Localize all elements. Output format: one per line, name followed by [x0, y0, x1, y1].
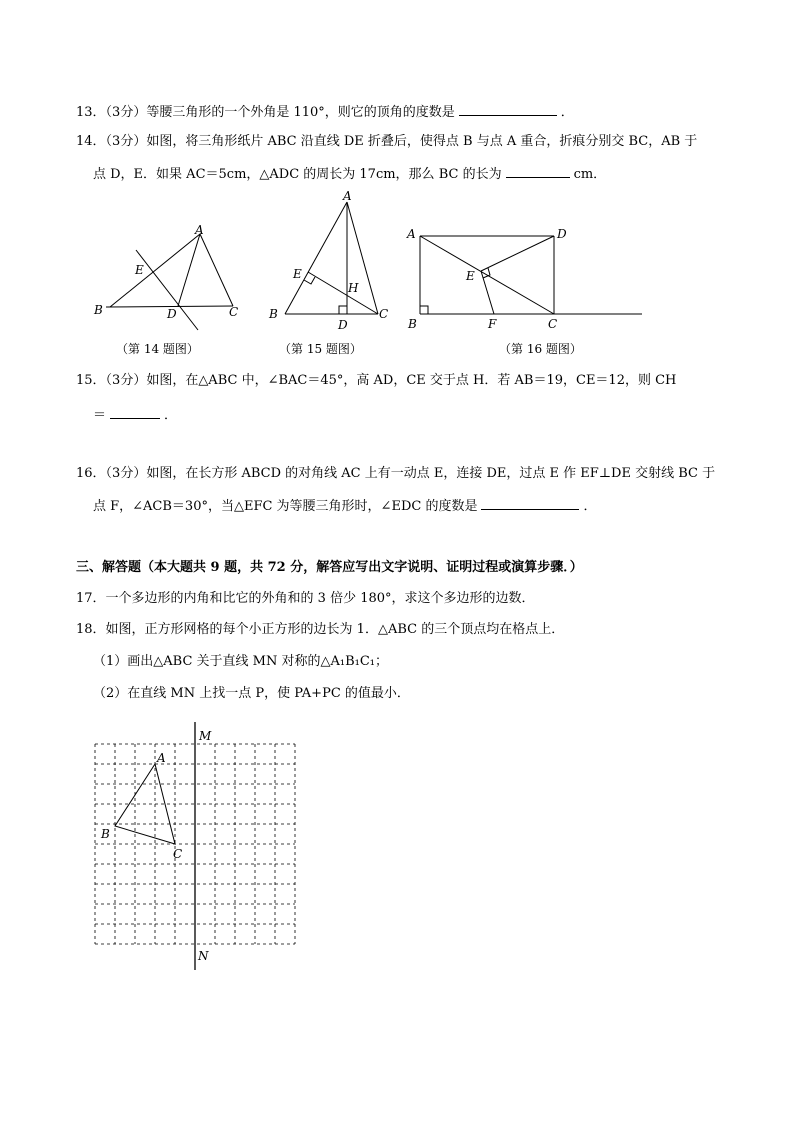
label-d: D [557, 227, 567, 241]
question-16-line-2 [93, 495, 596, 517]
label-c: C [379, 307, 389, 321]
altitude-ce [308, 272, 378, 314]
label-b: B [94, 303, 103, 317]
question-18: 18．如图，正方形网格的每个小正方形的边长为 1．△ABC 的三个顶点均在格点上． [76, 622, 565, 637]
right-angle-b [420, 306, 428, 314]
question-13-tail: ． [560, 105, 574, 120]
label-c: C [548, 317, 558, 331]
answer-blank-15[interactable] [110, 404, 160, 419]
question-16-tail: ． [583, 499, 597, 514]
label-n: N [198, 949, 209, 963]
question-15-line-2 [93, 404, 177, 426]
caption-14: （第 14 题图） [116, 342, 199, 356]
label-f: F [488, 317, 497, 331]
caption-16: （第 16 题图） [499, 342, 582, 356]
question-18-part-2: （2）在直线 MN 上找一点 P，使 PA+PC 的值最小． [93, 686, 410, 701]
question-15-line-1: 15．（3分）如图，在△ABC 中，∠BAC＝45°，高 AD，CE 交于点 H．若 AB＝19，CE＝12，则 CH [76, 373, 677, 388]
label-b: B [269, 307, 278, 321]
question-15-eq: ＝ [93, 408, 107, 423]
segment-de [481, 236, 554, 271]
right-angle-e [304, 277, 315, 284]
figure-14 [88, 220, 258, 360]
answer-blank-14[interactable] [506, 163, 570, 178]
answer-blank-13[interactable] [459, 101, 557, 116]
question-15-tail: ． [164, 408, 178, 423]
segment-ac [347, 202, 378, 314]
question-14-line-1: 14．（3分）如图，将三角形纸片 ABC 沿直线 DE 折叠后，使得点 B 与点 A 重合，折痕分别交 BC，AB 于 [76, 134, 698, 149]
label-a: A [407, 227, 416, 241]
label-e: E [293, 267, 302, 281]
figure-15 [263, 188, 403, 360]
caption-15: （第 15 题图） [279, 342, 362, 356]
segment-ba [110, 234, 200, 307]
right-angle-d [339, 306, 347, 314]
question-14-line-2 [93, 163, 606, 185]
label-b: B [101, 827, 110, 841]
question-13 [76, 101, 574, 123]
label-e: E [135, 263, 144, 277]
figure-16 [402, 222, 647, 360]
label-c: C [173, 847, 183, 861]
label-m: M [199, 729, 212, 743]
label-h: H [348, 281, 359, 295]
question-13-text: 13．（3分）等腰三角形的一个外角是 110°，则它的顶角的度数是 [76, 105, 455, 120]
question-17: 17．一个多边形的内角和比它的外角和的 3 倍少 180°，求这个多边形的边数． [76, 591, 535, 606]
label-b: B [408, 317, 417, 331]
segment-ad [178, 234, 200, 306]
segment-ab [285, 202, 347, 314]
question-14-unit: cm． [573, 167, 607, 182]
answer-blank-16[interactable] [481, 495, 579, 510]
label-c: C [229, 305, 239, 319]
label-a: A [157, 751, 166, 765]
label-e: E [466, 269, 475, 283]
label-a: A [195, 223, 204, 237]
label-d: D [338, 318, 348, 332]
question-16-text: 点 F，∠ACB＝30°，当△EFC 为等腰三角形时，∠EDC 的度数是 [93, 499, 478, 514]
segment-ac [200, 234, 233, 306]
question-14-text: 点 D，E．如果 AC＝5cm，△ADC 的周长为 17cm，那么 BC 的长为 [93, 167, 502, 182]
diagonal-ac [420, 236, 554, 314]
section-3-title: 三、解答题（本大题共 9 题，共 72 分，解答应写出文字说明、证明过程或演算步骤．） [76, 560, 583, 575]
figure-18-grid [85, 722, 315, 976]
question-16-line-1: 16．（3分）如图，在长方形 ABCD 的对角线 AC 上有一动点 E，连接 DE，过点 E 作 EF⊥DE 交射线 BC 于 [76, 466, 716, 481]
label-d: D [167, 307, 177, 321]
label-a: A [343, 189, 352, 203]
question-18-part-1: （1）画出△ABC 关于直线 MN 对称的△A₁B₁C₁； [93, 654, 389, 669]
